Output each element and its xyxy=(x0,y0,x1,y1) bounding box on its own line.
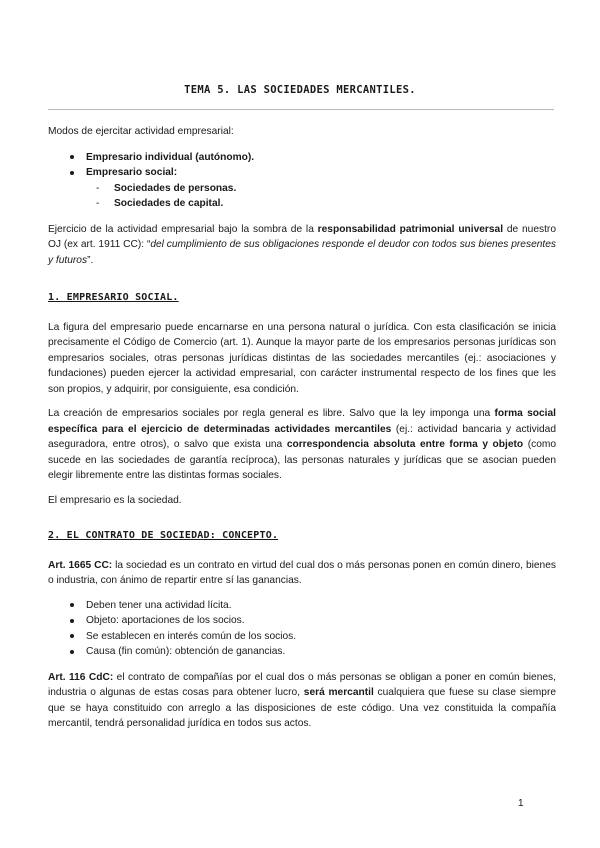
social-sublist xyxy=(86,181,556,212)
dash-icon: - xyxy=(96,182,100,194)
sub-list-item: - Sociedades de personas. xyxy=(86,181,556,197)
article-116-paragraph: Art. 116 CdC: el contrato de compañías por el cual dos o más personas se obligan a poner en común bienes, industria o algunas de estas cosas para obtener lucro, será mercantil cualquiera que fuese su clase siempre que se haya constituido con arreglo a las disposiciones de este código. Una vez constituida la compañía mercantil, tendrá personalidad jurídica en todos sus actos. xyxy=(48,671,557,729)
list-item: Se establecen en interés común de los socios. xyxy=(48,629,556,645)
paragraph: El empresario es la sociedad. xyxy=(48,494,182,506)
list-item xyxy=(48,165,556,212)
document-body xyxy=(48,124,556,741)
title-divider xyxy=(48,109,554,110)
bullet-icon xyxy=(70,171,74,175)
list-item: Objeto: aportaciones de los socios. xyxy=(48,613,556,629)
mode-individual: Empresario individual (autónomo). xyxy=(86,151,255,163)
dash-icon: - xyxy=(96,198,100,209)
page-number: 1 xyxy=(518,798,524,809)
modes-list xyxy=(48,150,556,212)
section-heading-2: 2. EL CONTRATO DE SOCIEDAD: CONCEPTO. xyxy=(48,530,279,541)
bullet-icon xyxy=(70,650,74,654)
list-item: Deben tener una actividad lícita. xyxy=(48,598,556,614)
responsibility-paragraph: Ejercicio de la actividad empresarial bajo la sombra de la responsabilidad patrimonial universal de nuestro OJ (ex art. 1911 CC): “del cumplimiento de sus obligaciones responde el deudor con todos sus bienes presentes y futuros”. xyxy=(48,223,556,266)
article-1665-paragraph: Art. 1665 CC: la sociedad es un contrato en virtud del cual dos o más personas ponen en común dinero, bienes o industria, con ánimo de repartir entre sí las ganancias. xyxy=(48,559,556,586)
paragraph: La figura del empresario puede encarnarse en una persona natural o jurídica. Con esta clasificación se inicia precisamente el Código de Comercio (art. 1). Aunque la mayor parte de los empresarios personas jurídicas son empresarios sociales, otras personas jurídicas distintas de las sociedades mercantiles (ej.: asociaciones y fundaciones) pueden ejercer la actividad empresarial, con carácter instrumental respecto de los fines que les son propios, y adquirir, por consiguiente, esa condición. xyxy=(48,321,556,395)
bullet-icon xyxy=(70,634,74,638)
mode-social: Empresario social: xyxy=(86,167,178,178)
bullet-icon xyxy=(70,619,74,623)
list-item: Causa (fin común): obtención de ganancias. xyxy=(48,644,556,660)
page-title: TEMA 5. LAS SOCIEDADES MERCANTILES. xyxy=(184,84,416,96)
bullet-icon xyxy=(70,603,74,607)
intro-text: Modos de ejercitar actividad empresarial: xyxy=(48,126,234,137)
paragraph: La creación de empresarios sociales por regla general es libre. Salvo que la ley imponga una forma social específica para el ejercicio de determinadas actividades mercantiles (ej.: actividad bancaria y actividad aseguradora, entre otros), o salvo que exista una correspondencia absoluta entre forma y objeto (como sucede en las sociedades de garantía recíproca), las personas naturales y jurídicas que se asocian pueden elegir libremente entre las distintas formas sociales. xyxy=(48,408,557,481)
list-item xyxy=(48,150,556,166)
sub-list-item: - Sociedades de capital. xyxy=(86,196,556,212)
quoted-article: del cumplimiento de sus obligaciones responde el deudor con todos sus bienes presentes y futuros xyxy=(48,239,556,266)
bullet-icon xyxy=(70,155,74,159)
requirements-list xyxy=(48,598,556,660)
section-heading-1: 1. EMPRESARIO SOCIAL. xyxy=(48,292,179,303)
